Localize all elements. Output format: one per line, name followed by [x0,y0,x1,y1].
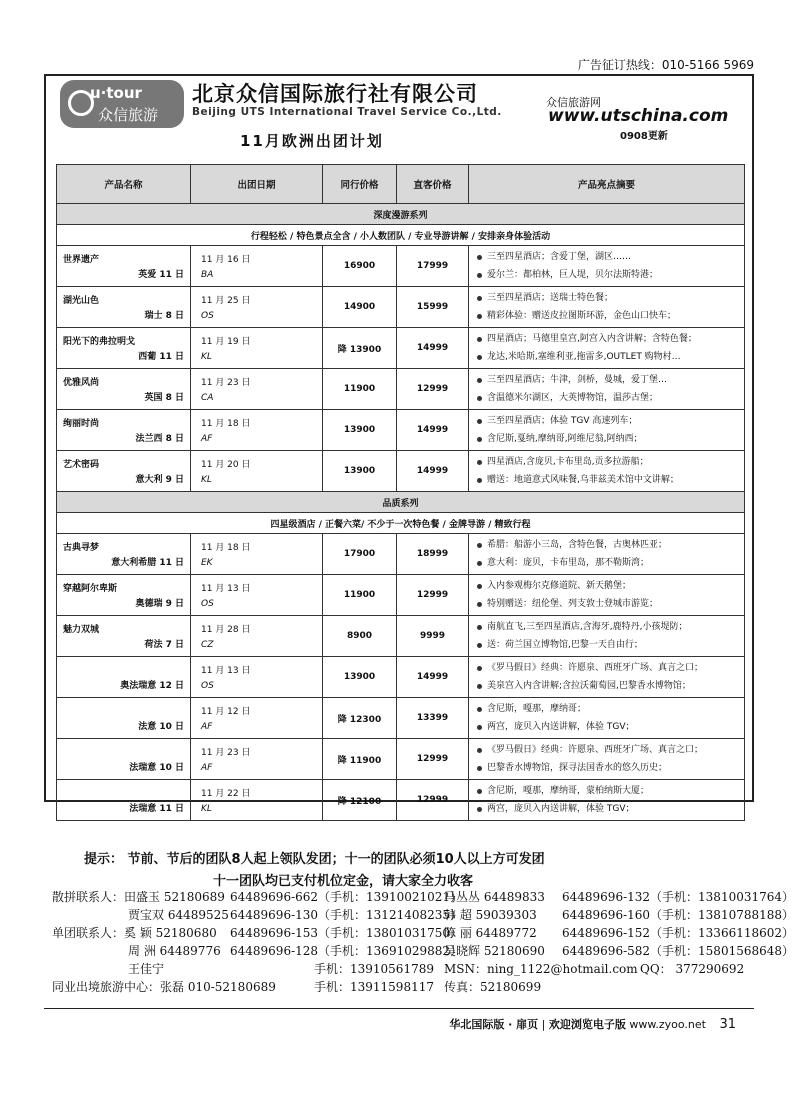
peer-price: 13900 [323,657,397,698]
contact-name: 周 洲 64489776 [128,944,221,958]
contact-phone: 手机：13910561789 [314,962,434,976]
product-route: 法意 10 日 [138,722,184,732]
highlights-cell [469,534,745,575]
highlight-item: 《罗马假日》经典：许愿泉、西班牙广场、真言之口； [477,659,744,677]
product-route: 西葡 11 日 [138,352,184,362]
peer-price: 降 13900 [323,328,397,369]
highlight-item: 三至四星酒店；送瑞士特色餐； [477,289,744,307]
highlight-item: 美泉宫入内含讲解;含拉沃葡萄园,巴黎香水博物馆； [477,677,744,695]
contact-name: 陈 丽 64489772 [444,926,537,940]
highlight-item: 送：荷兰国立博物馆,巴黎一天自由行； [477,636,744,654]
airline-code: BA [201,270,214,280]
highlights-cell [469,575,745,616]
airline-code: KL [201,352,212,362]
table-row[interactable] [57,451,745,492]
footer-url[interactable]: www.zyoo.net [629,1018,706,1031]
departure-date: 11 月 13 日 [201,666,251,676]
date-cell [191,534,323,575]
highlights-cell [469,616,745,657]
departure-date: 11 月 18 日 [201,419,251,429]
direct-price: 14999 [397,328,469,369]
contact-phone: 64489696-662（手机：13910021021） [230,890,463,904]
product-name: 优雅风尚 [63,378,100,388]
col-product: 产品名称 [57,165,191,204]
direct-price: 13399 [397,698,469,739]
highlights-cell [469,246,745,287]
airline-code: AF [201,434,213,444]
highlights-cell [469,739,745,780]
direct-price: 17999 [397,246,469,287]
highlights-cell [469,657,745,698]
contact-row [52,978,752,996]
update-note: 0908更新 [620,131,668,142]
series2-subtitle: 四星级酒店 / 正餐六菜/ 不少于一次特色餐 / 金牌导游 / 精致行程 [57,513,745,534]
product-name: 魅力双城 [63,625,100,635]
contact-row [52,942,795,960]
series1-rows [57,246,745,492]
peer-price: 8900 [323,616,397,657]
highlight-item: 希腊：船游小三岛，含特色餐，古奥林匹亚； [477,536,744,554]
tip-line-2: 十一团队均已支付机位定金，请大家全力收客 [213,874,474,889]
product-route: 英爱 11 日 [138,270,184,280]
direct-price: 12999 [397,780,469,821]
date-cell [191,657,323,698]
site-url[interactable]: www.utschina.com [548,106,729,126]
product-route: 瑞士 8 日 [144,311,184,321]
footer-welcome: 欢迎浏览电子版 [548,1018,626,1031]
date-cell [191,616,323,657]
departure-date: 11 月 12 日 [201,707,251,717]
table-header-row [57,165,745,204]
peer-price: 11900 [323,369,397,410]
product-route: 意大利 9 日 [135,475,184,485]
highlight-item: 入内参观梅尔克修道院、新天鹅堡； [477,577,744,595]
contact-phone: 64489696-582（手机：15801568648） [562,944,795,958]
highlight-item: 三至四星酒店；体验 TGV 高速列车； [477,412,744,430]
highlight-item: 四星酒店,含庞贝,卡布里岛,贡多拉游船； [477,453,744,471]
date-cell [191,698,323,739]
col-highlights: 产品亮点摘要 [469,165,745,204]
product-cell [57,698,191,739]
highlight-item: 两宫，庞贝入内送讲解，体验 TGV； [477,800,744,818]
product-route: 英国 8 日 [144,393,184,403]
highlight-item: 三至四星酒店；牛津，剑桥，曼城，爱丁堡… [477,371,744,389]
airline-code: KL [201,475,212,485]
product-cell [57,328,191,369]
highlight-item: 含尼斯,戛纳,摩纳哥,阿维尼翁,阿纳西； [477,430,744,448]
highlight-item: 三至四星酒店；含爱丁堡，湖区…… [477,248,744,266]
table-row[interactable] [57,698,745,739]
peer-price: 16900 [323,246,397,287]
product-name: 阳光下的弗拉明戈 [63,337,136,347]
airline-code: OS [201,681,214,691]
col-direct-price: 直客价格 [397,165,469,204]
table-row[interactable] [57,616,745,657]
contact-name: 单团联系人：奚 颖 52180680 [52,926,217,940]
departure-date: 11 月 28 日 [201,625,251,635]
product-name: 古典寻梦 [63,543,100,553]
page-number: 31 [719,1017,736,1032]
tip-line-1: 提示： 节前、节后的团队8人起上领队发团；十一的团队必须10人以上方可发团 [84,852,545,867]
series1-subtitle: 行程轻松 / 特色景点全含 / 小人数团队 / 专业导游讲解 / 安排亲身体验活动 [57,225,745,246]
series2-title: 品质系列 [57,492,745,513]
product-name: 绚丽时尚 [63,419,100,429]
airline-code: CZ [201,640,214,650]
table-row[interactable] [57,328,745,369]
highlight-item: 精彩体验：赠送皮拉图斯环游，金色山口快车； [477,307,744,325]
highlights-cell [469,780,745,821]
contact-row [52,960,752,978]
contact-phone: 64489696-152（手机：13366118602） [562,926,795,940]
direct-price: 12999 [397,739,469,780]
product-cell [57,534,191,575]
table-row[interactable] [57,287,745,328]
date-cell [191,328,323,369]
highlight-item: 巴黎香水博物馆，探寻法国香水的悠久历史； [477,759,744,777]
date-cell [191,780,323,821]
highlight-item: 《罗马假日》经典：许愿泉、西班牙广场、真言之口； [477,741,744,759]
contact-phone: 64489696-128（手机：13691029882） [230,944,463,958]
airline-code: OS [201,311,214,321]
highlight-item: 含温德米尔湖区，大英博物馆，温莎古堡； [477,389,744,407]
date-cell [191,369,323,410]
logo-cn: 众信旅游 [98,106,159,124]
highlight-item: 含尼斯，嘎那，摩纳哥，蒙柏纳斯大厦； [477,782,744,800]
highlights-cell [469,451,745,492]
product-cell [57,246,191,287]
direct-price: 12999 [397,369,469,410]
series2-rows [57,534,745,821]
product-route: 奥法瑞意 12 日 [120,681,184,691]
peer-price: 13900 [323,410,397,451]
airline-code: KL [201,804,212,814]
contact-name: 散拼联系人：田盛玉 52180689 [52,890,225,904]
tour-schedule-table [56,164,745,821]
product-name: 世界遗产 [63,255,100,265]
highlight-item: 南航直飞,三至四星酒店,含海牙,鹿特丹,小孩堤防； [477,618,744,636]
peer-price: 17900 [323,534,397,575]
contact-fax: 传真：52180699 [444,980,542,994]
direct-price: 14999 [397,410,469,451]
direct-price: 14999 [397,657,469,698]
table-row[interactable] [57,780,745,821]
departure-date: 11 月 25 日 [201,296,251,306]
date-cell [191,246,323,287]
peer-price: 14900 [323,287,397,328]
table-row[interactable] [57,534,745,575]
product-route: 法瑞意 11 日 [129,804,184,814]
contact-name: 韩 超 59039303 [444,908,537,922]
date-cell [191,410,323,451]
product-name: 艺术密码 [63,460,100,470]
contact-phone: 64489696-130（手机：13121408235） [230,908,463,922]
product-name: 湖光山色 [63,296,100,306]
table-row[interactable] [57,246,745,287]
product-cell [57,657,191,698]
date-cell [191,287,323,328]
highlights-cell [469,328,745,369]
contact-name: 马丛丛 64489833 [444,890,545,904]
product-cell [57,451,191,492]
highlight-item: 爱尔兰：都柏林，巨人堤，贝尔法斯特港； [477,266,744,284]
footer-section: 华北国际版 · 扉页 [449,1018,539,1031]
contacts-block [52,888,795,996]
contact-name: 同业出境旅游中心：张磊 010-52180689 [52,980,276,994]
company-name-en: Beijing UTS International Travel Service Co.,Ltd. [192,106,502,118]
contact-qq: QQ： 377290692 [640,962,745,976]
product-cell [57,410,191,451]
product-route: 奥德瑞 9 日 [135,599,184,609]
airline-code: EK [201,558,213,568]
airline-code: CA [201,393,214,403]
peer-price: 降 12300 [323,698,397,739]
peer-price: 降 12100 [323,780,397,821]
contact-phone: 64489696-160（手机：13810788188） [562,908,795,922]
table-row[interactable] [57,575,745,616]
highlight-item: 特别赠送：纽伦堡、列支敦士登城市游览； [477,595,744,613]
airline-code: AF [201,763,213,773]
contact-name: 吴晓辉 52180690 [444,944,545,958]
highlight-item: 龙达,米哈斯,塞维利亚,拖雷多,OUTLET 购物村… [477,348,744,366]
date-cell [191,739,323,780]
airline-code: OS [201,599,214,609]
contact-name: 贾宝双 64489525 [128,908,229,922]
product-cell [57,780,191,821]
highlight-item: 意大利：庞贝，卡布里岛，那不勒斯湾； [477,554,744,572]
contact-msn[interactable]: MSN：ning_1122@hotmail.com [444,962,638,976]
product-cell [57,287,191,328]
contact-name: 王佳宁 [128,962,165,976]
direct-price: 18999 [397,534,469,575]
direct-price: 12999 [397,575,469,616]
contact-row [52,888,795,906]
highlight-item: 四星酒店；马德里皇宫,阿宫入内含讲解；含特色餐； [477,330,744,348]
product-route: 法瑞意 10 日 [129,763,184,773]
departure-date: 11 月 18 日 [201,543,251,553]
table-row[interactable] [57,739,745,780]
table-row[interactable] [57,369,745,410]
direct-price: 9999 [397,616,469,657]
peer-price: 降 11900 [323,739,397,780]
footer-divider [44,1008,754,1009]
product-cell [57,369,191,410]
highlight-item: 两宫，庞贝入内送讲解，体验 TGV； [477,718,744,736]
logo-en: u·tour [90,84,142,102]
date-cell [191,575,323,616]
departure-date: 11 月 16 日 [201,255,251,265]
product-cell [57,575,191,616]
highlights-cell [469,287,745,328]
product-cell [57,616,191,657]
contact-row [52,924,795,942]
departure-date: 11 月 23 日 [201,748,251,758]
product-route: 意大利希腊 11 日 [111,558,184,568]
departure-date: 11 月 13 日 [201,584,251,594]
highlights-cell [469,698,745,739]
date-cell [191,451,323,492]
series1-title: 深度漫游系列 [57,204,745,225]
utour-logo [60,80,184,128]
airline-code: AF [201,722,213,732]
peer-price: 13900 [323,451,397,492]
product-route: 法兰西 8 日 [135,434,184,444]
col-peer-price: 同行价格 [323,165,397,204]
product-cell [57,739,191,780]
departure-date: 11 月 23 日 [201,378,251,388]
highlights-cell [469,410,745,451]
product-route: 荷法 7 日 [144,640,184,650]
product-name: 穿越阿尔卑斯 [63,584,118,594]
contact-phone: 手机：13911598117 [314,980,434,994]
ad-hotline: 广告征订热线：010-5166 5969 [577,58,754,72]
table-row[interactable] [57,410,745,451]
company-name-cn: 北京众信国际旅行社有限公司 [192,82,478,106]
contact-phone: 64489696-153（手机：13801031750） [230,926,463,940]
direct-price: 14999 [397,451,469,492]
contact-phone: 64489696-132（手机：13810031764） [562,890,795,904]
highlights-cell [469,369,745,410]
contact-row [52,906,795,924]
highlight-item: 赠送：地道意式风味餐,乌菲兹美术馆中文讲解； [477,471,744,489]
highlight-item: 含尼斯，嘎那，摩纳哥； [477,700,744,718]
site-name: 众信旅游网 [546,96,601,109]
departure-date: 11 月 20 日 [201,460,251,470]
footer: 华北国际版 · 扉页 | 欢迎浏览电子版 www.zyoo.net 31 [449,1017,736,1032]
departure-date: 11 月 19 日 [201,337,251,347]
table-row[interactable] [57,657,745,698]
peer-price: 11900 [323,575,397,616]
departure-date: 11 月 22 日 [201,789,251,799]
direct-price: 15999 [397,287,469,328]
plan-title: 11月欧洲出团计划 [240,132,384,150]
col-date: 出团日期 [191,165,323,204]
